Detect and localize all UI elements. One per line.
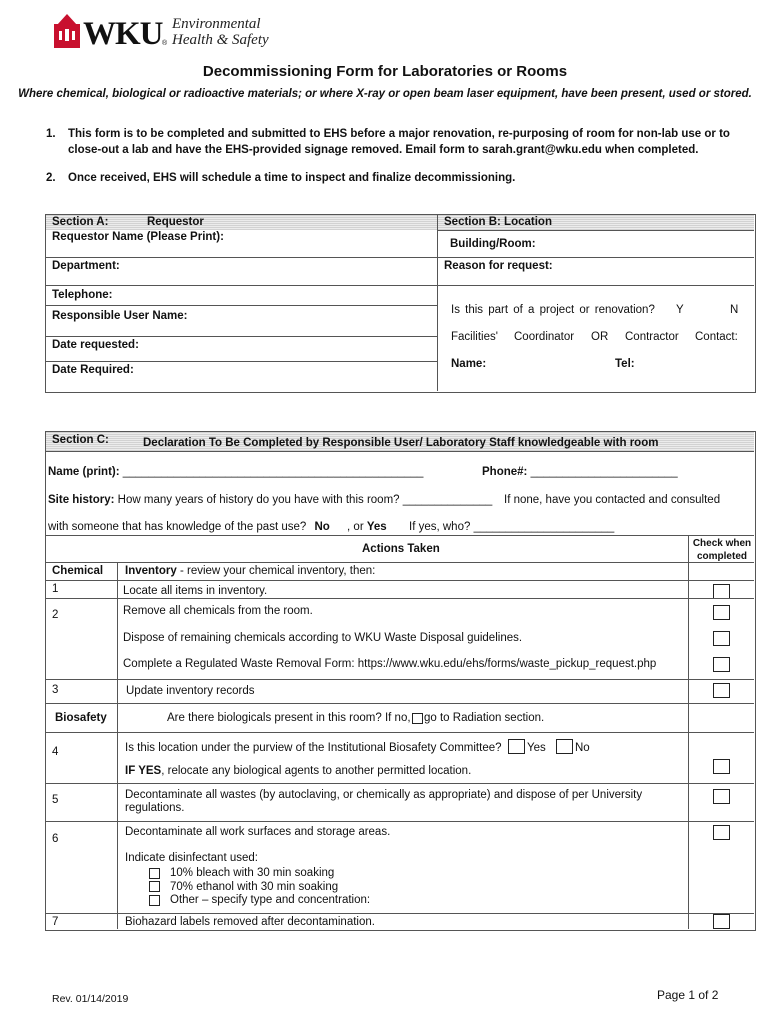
opt-bleach: 10% bleach with 30 min soaking: [170, 867, 335, 879]
row-4-yes-checkbox[interactable]: [508, 739, 525, 754]
contractor-label: Contractor: [625, 331, 679, 343]
opt-other: Other – specify type and concentration:: [170, 894, 371, 906]
row-4b-text: IF YES, relocate any biological agents to another permitted location.: [125, 765, 472, 777]
building-room-label: Building/Room:: [450, 238, 536, 250]
project-n: N: [730, 304, 739, 316]
row-2a-text: Remove all chemicals from the room.: [123, 605, 313, 617]
row-line: [437, 257, 754, 258]
row-6-num: 6: [52, 833, 59, 845]
date-required-label: Date Required:: [52, 364, 134, 376]
wku-cupola-logo-icon: [54, 14, 80, 48]
row-line: [437, 230, 754, 231]
row-4-no: No: [575, 742, 590, 754]
row-3-text: Update inventory records: [126, 685, 255, 697]
requestor-name-label: Requestor Name (Please Print):: [52, 231, 224, 243]
past-use-row: with someone that has knowledge of the past use? No , or Yes: [48, 521, 387, 533]
facilities-label: Facilities': [451, 331, 498, 343]
section-c-title: Section C:: [52, 434, 109, 446]
row-3-num: 3: [52, 684, 59, 696]
date-requested-label: Date requested:: [52, 339, 139, 351]
check-when-header: Check when completed: [692, 538, 752, 562]
telephone-label: Telephone:: [52, 289, 113, 301]
row-7-checkbox[interactable]: [713, 914, 730, 929]
if-none-text: If none, have you contacted and consulted: [504, 494, 721, 506]
name-label: Name:: [451, 358, 487, 370]
row-line: [46, 336, 437, 337]
row-2c-text: Complete a Regulated Waste Removal Form: https://www.wku.edu/ehs/forms/waste_pickup_request.php: [123, 658, 657, 670]
row-line: [46, 305, 437, 306]
row-4-yes: Yes: [527, 742, 546, 754]
row-3-checkbox[interactable]: [713, 683, 730, 698]
tel-label: Tel:: [615, 358, 635, 370]
row-2b-text: Dispose of remaining chemicals according to WKU Waste Disposal guidelines.: [123, 632, 523, 644]
row-line: [46, 703, 754, 704]
row-line: [46, 285, 754, 286]
or-label: OR: [591, 331, 609, 343]
row-line: [46, 783, 754, 784]
declaration-title: Declaration To Be Completed by Responsible User/ Laboratory Staff knowledgeable with room: [143, 437, 659, 449]
site-history-row: Site history: How many years of history do you have with this room? ______________: [48, 494, 493, 506]
revision-date: Rev. 01/14/2019: [52, 993, 129, 1005]
section-ab-divider: [437, 215, 438, 391]
row-6a-text: Decontaminate all work surfaces and storage areas.: [125, 826, 391, 838]
phone-row: Phone#: _______________________: [482, 466, 678, 478]
registered-mark: ®: [162, 40, 168, 47]
contact-label: Contact:: [695, 331, 738, 343]
department-label: Department:: [52, 260, 120, 272]
inventory-text: Inventory - review your chemical inventory, then:: [125, 565, 376, 577]
row-2a-checkbox[interactable]: [713, 605, 730, 620]
opt-other-checkbox[interactable]: [149, 895, 160, 906]
row-4-checkbox[interactable]: [713, 759, 730, 774]
coordinator-label: Coordinator: [514, 331, 575, 343]
row-5-checkbox[interactable]: [713, 789, 730, 804]
row-1-checkbox[interactable]: [713, 584, 730, 599]
row-2-num: 2: [52, 609, 59, 621]
page-number: Page 1 of 2: [657, 988, 719, 1002]
row-5-text: Decontaminate all wastes (by autoclaving, or chemically as appropriate) and dispose of per University regulations.: [125, 789, 643, 814]
chemical-label: Chemical: [52, 565, 104, 577]
bio-question: Are there biologicals present in this room? If no,: [167, 712, 411, 724]
row-line: [46, 257, 437, 258]
bio-no-checkbox[interactable]: [412, 713, 423, 724]
row-line: [46, 913, 754, 914]
row-line: [46, 679, 754, 680]
row-4-num: 4: [52, 746, 59, 758]
actions-taken-header: Actions Taken: [362, 543, 440, 555]
row-line: [46, 732, 754, 733]
page-subtitle: Where chemical, biological or radioactive materials; or where X-ray or open beam laser equipment, have been present, used or stored.: [18, 88, 752, 100]
row-4a-text: Is this location under the purview of the Institutional Biosafety Committee?: [125, 742, 502, 754]
row-1-num: 1: [52, 583, 59, 595]
label-column-divider: [117, 562, 118, 929]
project-y: Y: [676, 304, 684, 316]
opt-ethanol: 70% ethanol with 30 min soaking: [170, 881, 339, 893]
row-line: [46, 562, 754, 563]
row-4-no-checkbox[interactable]: [556, 739, 573, 754]
row-6b-text: Indicate disinfectant used:: [125, 852, 258, 864]
row-5-num: 5: [52, 794, 59, 806]
logo-wku-text: WKU: [83, 16, 163, 52]
opt-ethanol-checkbox[interactable]: [149, 881, 160, 892]
page-title: Decommissioning Form for Laboratories or Rooms: [202, 63, 568, 80]
row-2b-checkbox[interactable]: [713, 631, 730, 646]
responsible-user-label: Responsible User Name:: [52, 310, 188, 322]
name-print-row: Name (print): _______________________________________________: [48, 466, 424, 478]
section-a-title: Section A:: [52, 216, 109, 228]
reason-label: Reason for request:: [444, 260, 553, 272]
row-line: [46, 598, 754, 599]
opt-bleach-checkbox[interactable]: [149, 868, 160, 879]
row-7-text: Biohazard labels removed after decontamination.: [125, 916, 375, 928]
section-a-title2: Requestor: [147, 216, 204, 228]
row-line: [46, 821, 754, 822]
row-6-checkbox[interactable]: [713, 825, 730, 840]
row-line: [46, 451, 754, 452]
bio-question-2: go to Radiation section.: [424, 712, 545, 724]
project-question: Is this part of a project or renovation?: [451, 304, 655, 316]
logo-subtitle: Environmental Health & Safety: [172, 16, 269, 48]
row-line: [46, 580, 754, 581]
row-7-num: 7: [52, 916, 59, 928]
row-2c-checkbox[interactable]: [713, 657, 730, 672]
biosafety-label: Biosafety: [55, 712, 107, 724]
row-line: [46, 361, 437, 362]
row-line: [46, 535, 754, 536]
section-b-title: Section B: Location: [444, 216, 552, 228]
row-1-text: Locate all items in inventory.: [123, 585, 268, 597]
if-yes-row: If yes, who? ______________________: [409, 521, 615, 533]
